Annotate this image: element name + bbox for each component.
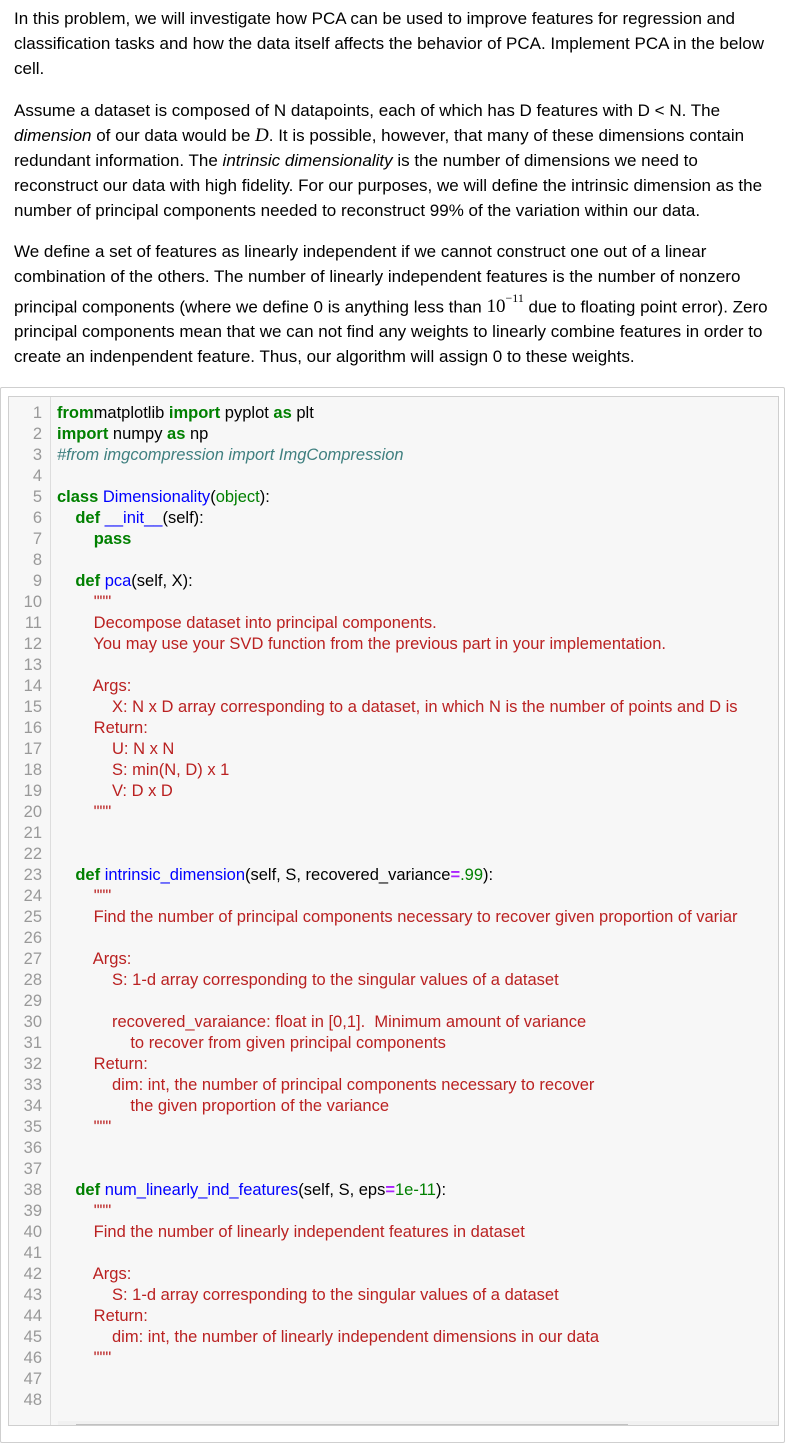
- scroll-left-arrow-icon[interactable]: [64, 1425, 69, 1426]
- code-token: """: [57, 803, 112, 821]
- code-line[interactable]: [9, 487, 778, 508]
- code-line[interactable]: [9, 802, 778, 823]
- code-line[interactable]: [9, 1285, 778, 1306]
- line-number: 16: [23, 719, 42, 737]
- line-number: 14: [23, 677, 42, 695]
- code-token: np: [185, 425, 209, 443]
- code-token: """: [93, 1202, 112, 1220]
- code-token: Return:: [57, 719, 148, 737]
- code-token: [57, 572, 75, 590]
- line-number: 30: [23, 1013, 42, 1031]
- intro-text-3b: due to floating point error). Zero principal components mean that we can not find any weights to linearly combine features in order to create an indenpendent feature. Thus, our algorithm will assign 0 to these weights.: [14, 297, 768, 367]
- code-text[interactable]: [57, 424, 208, 445]
- line-number: 18: [23, 761, 42, 779]
- line-number: 11: [24, 614, 42, 632]
- code-line[interactable]: [9, 1159, 778, 1180]
- code-line[interactable]: [9, 1243, 778, 1264]
- code-text[interactable]: [57, 1012, 586, 1033]
- code-token: Decompose dataset into principal components.: [57, 614, 437, 632]
- code-text[interactable]: [57, 529, 131, 550]
- code-text[interactable]: [57, 1348, 111, 1369]
- scrollbar-thumb[interactable]: [76, 1424, 628, 1426]
- code-token: Return:: [57, 1307, 148, 1325]
- line-number: 43: [23, 1286, 42, 1304]
- code-token: .99: [460, 866, 484, 884]
- code-text[interactable]: [57, 781, 173, 802]
- code-line[interactable]: [9, 592, 778, 613]
- code-line[interactable]: [9, 1054, 778, 1075]
- math-exponent: −11: [505, 291, 524, 305]
- code-line[interactable]: [9, 571, 778, 592]
- code-token: You may use your SVD function from the previous part in your implementation.: [57, 635, 666, 653]
- term-intrinsic-dimensionality: intrinsic dimensionality: [222, 151, 393, 170]
- code-token: num_linearly_ind_features: [104, 1181, 299, 1199]
- line-number: 22: [23, 845, 42, 863]
- line-number: 47: [23, 1370, 42, 1388]
- code-token: dim: int, the number of linearly independent dimensions in our data: [57, 1328, 600, 1346]
- code-token: =: [450, 866, 461, 884]
- code-text[interactable]: [57, 865, 493, 886]
- code-token: def: [75, 509, 101, 527]
- code-token: Args:: [57, 677, 132, 695]
- code-line[interactable]: [9, 1033, 778, 1054]
- code-line[interactable]: [9, 949, 778, 970]
- code-line[interactable]: [9, 760, 778, 781]
- intro-text-2a: Assume a dataset is composed of N datapoints, each of which has D features with D < N. The: [14, 101, 721, 120]
- code-token: X: N x D array corresponding to a dataset, in which N is the number of points and D is: [57, 698, 738, 716]
- line-number: 33: [23, 1076, 42, 1094]
- code-text[interactable]: [57, 634, 666, 655]
- code-line[interactable]: [9, 1075, 778, 1096]
- line-number: 31: [23, 1034, 42, 1052]
- line-number: 7: [32, 530, 42, 548]
- code-line[interactable]: [9, 781, 778, 802]
- code-text[interactable]: [57, 676, 131, 697]
- code-token: recovered_varaiance: float in [0,1]. Minimum amount of variance: [57, 1013, 587, 1031]
- line-number: 10: [23, 593, 42, 611]
- code-token: Find the number of principal components necessary to recover given proportion of variar: [57, 908, 738, 926]
- code-token: as: [167, 425, 186, 443]
- code-token: ):: [435, 1181, 447, 1199]
- code-text[interactable]: [57, 445, 404, 466]
- code-line[interactable]: [9, 634, 778, 655]
- intro-paragraph-3: [14, 239, 775, 369]
- line-number: 41: [23, 1244, 42, 1262]
- code-line[interactable]: [9, 928, 778, 949]
- math-D: D: [255, 125, 269, 146]
- code-token: pass: [93, 530, 132, 548]
- code-token: matplotlib: [93, 404, 169, 422]
- code-token: plt: [291, 404, 314, 422]
- code-line[interactable]: [9, 613, 778, 634]
- code-line[interactable]: [9, 739, 778, 760]
- code-text[interactable]: [57, 1054, 148, 1075]
- code-token: Return:: [57, 1055, 148, 1073]
- code-token: object: [215, 488, 260, 506]
- line-number: 38: [23, 1181, 42, 1199]
- code-line[interactable]: [9, 907, 778, 928]
- line-number: 25: [23, 908, 42, 926]
- line-number: 17: [23, 740, 42, 758]
- code-text[interactable]: [57, 487, 270, 508]
- line-number: 26: [23, 929, 42, 947]
- code-text[interactable]: [57, 1033, 446, 1054]
- line-number: 5: [32, 488, 42, 506]
- code-token: [57, 593, 94, 611]
- line-number: 8: [32, 551, 42, 569]
- code-token: the given proportion of the variance: [57, 1097, 390, 1115]
- code-token: """: [93, 593, 112, 611]
- code-text[interactable]: [57, 613, 437, 634]
- line-number: 40: [23, 1223, 42, 1241]
- code-line[interactable]: [9, 655, 778, 676]
- code-token: to recover from given principal components: [57, 1034, 446, 1052]
- code-line[interactable]: [9, 550, 778, 571]
- code-token: """: [93, 887, 112, 905]
- line-number: 46: [23, 1349, 42, 1367]
- code-token: [57, 887, 94, 905]
- code-token: pca: [104, 572, 132, 590]
- code-text[interactable]: [57, 739, 174, 760]
- term-dimension: dimension: [14, 126, 92, 145]
- code-line[interactable]: [9, 970, 778, 991]
- code-text[interactable]: [57, 1075, 594, 1096]
- code-text[interactable]: [57, 571, 193, 592]
- code-token: Find the number of linearly independent features in dataset: [57, 1223, 525, 1241]
- intro-text-2d: is the number of dimensions we need to reconstruct our data with high fidelity. For our purposes, we will define the intrinsic dimension as the number of principal components needed to reconstruct 99% of the variation within our data.: [14, 151, 763, 220]
- code-text[interactable]: [57, 907, 738, 928]
- line-number: 23: [23, 866, 42, 884]
- code-token: """: [57, 1349, 112, 1367]
- line-number: 32: [23, 1055, 42, 1073]
- line-number: 36: [23, 1139, 42, 1157]
- line-number: 3: [32, 446, 42, 464]
- math-epsilon: [486, 291, 524, 318]
- code-line[interactable]: [9, 529, 778, 550]
- code-text[interactable]: [57, 1264, 131, 1285]
- code-token: [57, 1181, 75, 1199]
- code-line[interactable]: [9, 844, 778, 865]
- line-number: 15: [23, 698, 42, 716]
- code-token: dim: int, the number of principal components necessary to recover: [57, 1076, 595, 1094]
- code-token: import: [57, 425, 109, 443]
- code-token: [57, 1202, 94, 1220]
- code-line[interactable]: [9, 676, 778, 697]
- horizontal-scrollbar[interactable]: [58, 1421, 779, 1426]
- code-text[interactable]: [57, 1201, 111, 1222]
- code-line[interactable]: [9, 1390, 778, 1411]
- line-number: 42: [23, 1265, 42, 1283]
- code-token: def: [75, 572, 101, 590]
- line-number: 12: [23, 635, 42, 653]
- code-text[interactable]: [57, 1285, 559, 1306]
- markdown-cell: [0, 0, 789, 369]
- code-text[interactable]: [57, 1327, 599, 1348]
- math-base: 10: [486, 296, 506, 318]
- code-line[interactable]: [9, 1012, 778, 1033]
- code-token: U: N x N: [57, 740, 175, 758]
- code-text[interactable]: [57, 697, 737, 718]
- code-line[interactable]: [9, 991, 778, 1012]
- code-line[interactable]: [9, 865, 778, 886]
- code-token: S: 1-d array corresponding to the singular values of a dataset: [57, 971, 559, 989]
- code-token: S: 1-d array corresponding to the singular values of a dataset: [57, 1286, 559, 1304]
- code-token: 1e-11: [395, 1181, 436, 1199]
- line-number: 45: [23, 1328, 42, 1346]
- code-token: #from imgcompression import ImgCompression: [57, 446, 404, 464]
- line-number: 21: [23, 824, 42, 842]
- code-line[interactable]: [9, 1138, 778, 1159]
- code-token: [57, 509, 75, 527]
- code-text[interactable]: [57, 718, 148, 739]
- line-number: 44: [23, 1307, 42, 1325]
- code-line[interactable]: [9, 1222, 778, 1243]
- code-line[interactable]: [9, 424, 778, 445]
- code-token: (self):: [162, 509, 204, 527]
- code-token: (: [210, 488, 216, 506]
- code-line[interactable]: [9, 466, 778, 487]
- code-token: def: [75, 1181, 101, 1199]
- code-editor[interactable]: [8, 396, 779, 1426]
- intro-paragraph-1: [14, 6, 775, 81]
- code-line[interactable]: [9, 508, 778, 529]
- line-number: 9: [32, 572, 42, 590]
- code-text[interactable]: [57, 1306, 148, 1327]
- code-cell[interactable]: [0, 387, 785, 1443]
- code-token: S: min(N, D) x 1: [57, 761, 230, 779]
- code-token: numpy: [108, 425, 168, 443]
- code-token: Args:: [57, 1265, 132, 1283]
- code-token: __init__: [104, 509, 163, 527]
- line-number: 24: [23, 887, 42, 905]
- code-text[interactable]: [57, 949, 131, 970]
- code-token: V: D x D: [57, 782, 173, 800]
- code-line[interactable]: [9, 1096, 778, 1117]
- line-number: 2: [32, 425, 42, 443]
- line-number: 6: [32, 509, 42, 527]
- intro-text-1: In this problem, we will investigate how PCA can be used to improve features for regression and classification tasks and how the data itself affects the behavior of PCA. Implement PCA in the below cell.: [14, 9, 764, 78]
- line-number: 48: [23, 1391, 42, 1409]
- line-number: 28: [23, 971, 42, 989]
- code-text[interactable]: [57, 403, 314, 424]
- code-token: import: [168, 404, 221, 422]
- code-line[interactable]: [9, 1117, 778, 1138]
- line-number: 39: [23, 1202, 42, 1220]
- code-text[interactable]: [57, 508, 204, 529]
- code-text[interactable]: [57, 886, 111, 907]
- code-token: ):: [483, 866, 494, 884]
- code-area[interactable]: [9, 403, 778, 1411]
- line-number: 35: [23, 1118, 42, 1136]
- code-text[interactable]: [57, 1180, 446, 1201]
- code-token: [57, 530, 94, 548]
- line-number: 13: [23, 656, 42, 674]
- code-line[interactable]: [9, 697, 778, 718]
- code-token: pyplot: [220, 404, 274, 422]
- code-line[interactable]: [9, 823, 778, 844]
- code-line[interactable]: [9, 1327, 778, 1348]
- code-line[interactable]: [9, 1369, 778, 1390]
- code-token: intrinsic_dimension: [104, 866, 246, 884]
- code-token: def: [75, 866, 101, 884]
- code-text[interactable]: [57, 1117, 111, 1138]
- code-token: class: [57, 488, 99, 506]
- code-line[interactable]: [9, 718, 778, 739]
- code-line[interactable]: [9, 1264, 778, 1285]
- line-number: 1: [32, 404, 42, 422]
- code-line[interactable]: [9, 886, 778, 907]
- intro-text-2c: . It is possible, however, that many of these dimensions contain redundant information. The: [14, 126, 745, 170]
- intro-text-3a: We define a set of features as linearly independent if we cannot construct one out of a linear combination of the others. The number of linearly independent features is the number of nonzero principal components (where we define 0 is anything less than: [14, 242, 741, 317]
- code-token: [57, 866, 75, 884]
- code-token: from: [57, 404, 94, 422]
- code-token: =: [385, 1181, 395, 1199]
- code-line[interactable]: [9, 1180, 778, 1201]
- code-token: as: [273, 404, 292, 422]
- code-text[interactable]: [57, 802, 111, 823]
- code-line[interactable]: [9, 1306, 778, 1327]
- code-token: (self, S, eps: [298, 1181, 386, 1199]
- code-line[interactable]: [9, 1348, 778, 1369]
- line-number: 20: [23, 803, 42, 821]
- code-text[interactable]: [57, 970, 559, 991]
- code-text[interactable]: [57, 1222, 525, 1243]
- line-number: 29: [23, 992, 42, 1010]
- line-number: 37: [23, 1160, 42, 1178]
- code-text[interactable]: [57, 592, 111, 613]
- code-token: Dimensionality: [102, 488, 211, 506]
- code-token: (self, X):: [131, 572, 193, 590]
- line-number: 34: [23, 1097, 42, 1115]
- code-line[interactable]: [9, 1201, 778, 1222]
- intro-paragraph-2: [14, 98, 775, 223]
- code-token: ):: [259, 488, 270, 506]
- line-number: 19: [23, 782, 42, 800]
- line-number: 27: [23, 950, 42, 968]
- code-token: Args:: [57, 950, 132, 968]
- code-token: """: [57, 1118, 112, 1136]
- scroll-right-arrow-icon[interactable]: [769, 1425, 774, 1426]
- code-line[interactable]: [9, 445, 778, 466]
- code-token: (self, S, recovered_variance: [245, 866, 451, 884]
- code-text[interactable]: [57, 1096, 389, 1117]
- line-number: 4: [32, 467, 42, 485]
- code-line[interactable]: [9, 403, 778, 424]
- intro-text-2b: of our data would be: [91, 126, 256, 145]
- code-text[interactable]: [57, 760, 229, 781]
